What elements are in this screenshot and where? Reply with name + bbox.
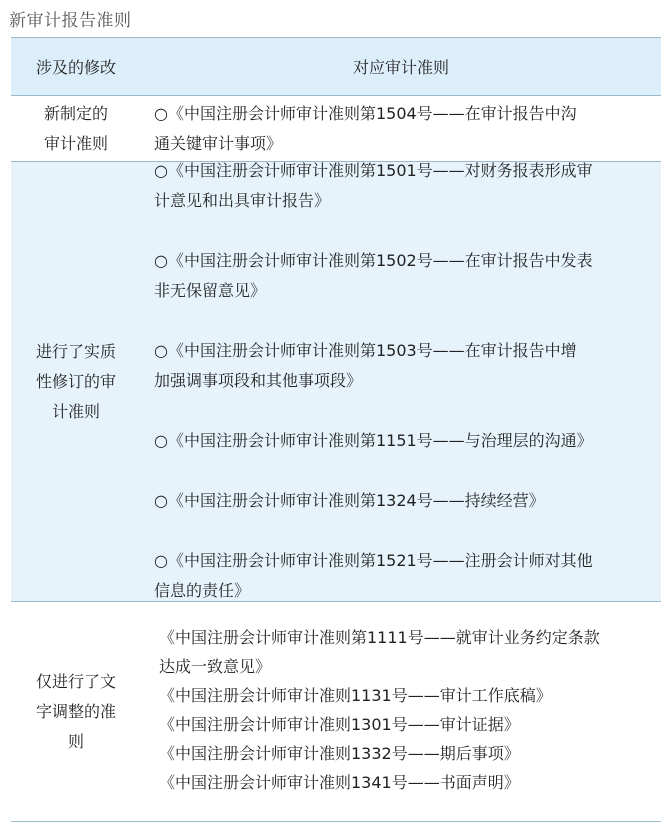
standard-text: 加强调事项段和其他事项段》 [154,371,363,390]
standard-text: 计意见和出具审计报告》 [154,191,331,210]
standard-text: 信息的责任》 [154,581,251,600]
table-row [11,96,661,162]
table-row [11,602,661,822]
header-modification: 涉及的修改 [35,58,116,77]
category-cell [11,602,141,821]
standard-text: 《中国注册会计师审计准则1341号——书面声明》 [159,773,520,792]
standard-text: ○《中国注册会计师审计准则第1504号——在审计报告中沟 [154,104,577,123]
standard-item [154,426,661,456]
category-cell [11,162,141,601]
audit-standards-table [11,37,661,822]
standard-text: 《中国注册会计师审计准则1131号——审计工作底稿》 [159,686,552,705]
category-line: 新制定的 [43,103,108,123]
standard-item [154,486,661,516]
standard-text: 非无保留意见》 [154,281,267,300]
category-line: 计准则 [51,401,100,421]
standard-text: ○《中国注册会计师审计准则第1502号——在审计报告中发表 [154,251,593,270]
category-line: 性修订的审 [35,371,116,391]
header-standards: 对应审计准则 [352,58,449,77]
category-line: 仅进行了文 [35,671,116,691]
standard-text: ○《中国注册会计师审计准则第1503号——在审计报告中增 [154,341,577,360]
category-cell [11,96,141,161]
standard-text: 《中国注册会计师审计准则1301号——审计证据》 [159,715,520,734]
standard-text: 通关键审计事项》 [154,134,283,153]
category-line: 字调整的准 [35,701,116,721]
standard-item [154,156,661,216]
category-line: 审计准则 [43,133,108,153]
standard-text: 《中国注册会计师审计准则第1111号——就审计业务约定条款 [159,628,600,647]
standard-text: 达成一致意见》 [159,657,272,676]
standard-item [154,246,661,306]
standard-text: ○《中国注册会计师审计准则第1324号——持续经营》 [154,491,545,510]
standard-text: ○《中国注册会计师审计准则第1151号——与治理层的沟通》 [154,431,593,450]
standard-item [154,99,661,159]
category-line: 则 [67,731,84,751]
standard-text: 《中国注册会计师审计准则1332号——期后事项》 [159,744,520,763]
table-header [11,38,661,96]
standard-text: ○《中国注册会计师审计准则第1501号——对财务报表形成审 [154,161,593,180]
category-line: 进行了实质 [35,341,116,361]
standard-item [154,546,661,606]
table-row [11,162,661,602]
standard-text: ○《中国注册会计师审计准则第1521号——注册会计师对其他 [154,551,593,570]
standard-item [154,336,661,396]
page-title: 新审计报告准则 [9,11,132,31]
